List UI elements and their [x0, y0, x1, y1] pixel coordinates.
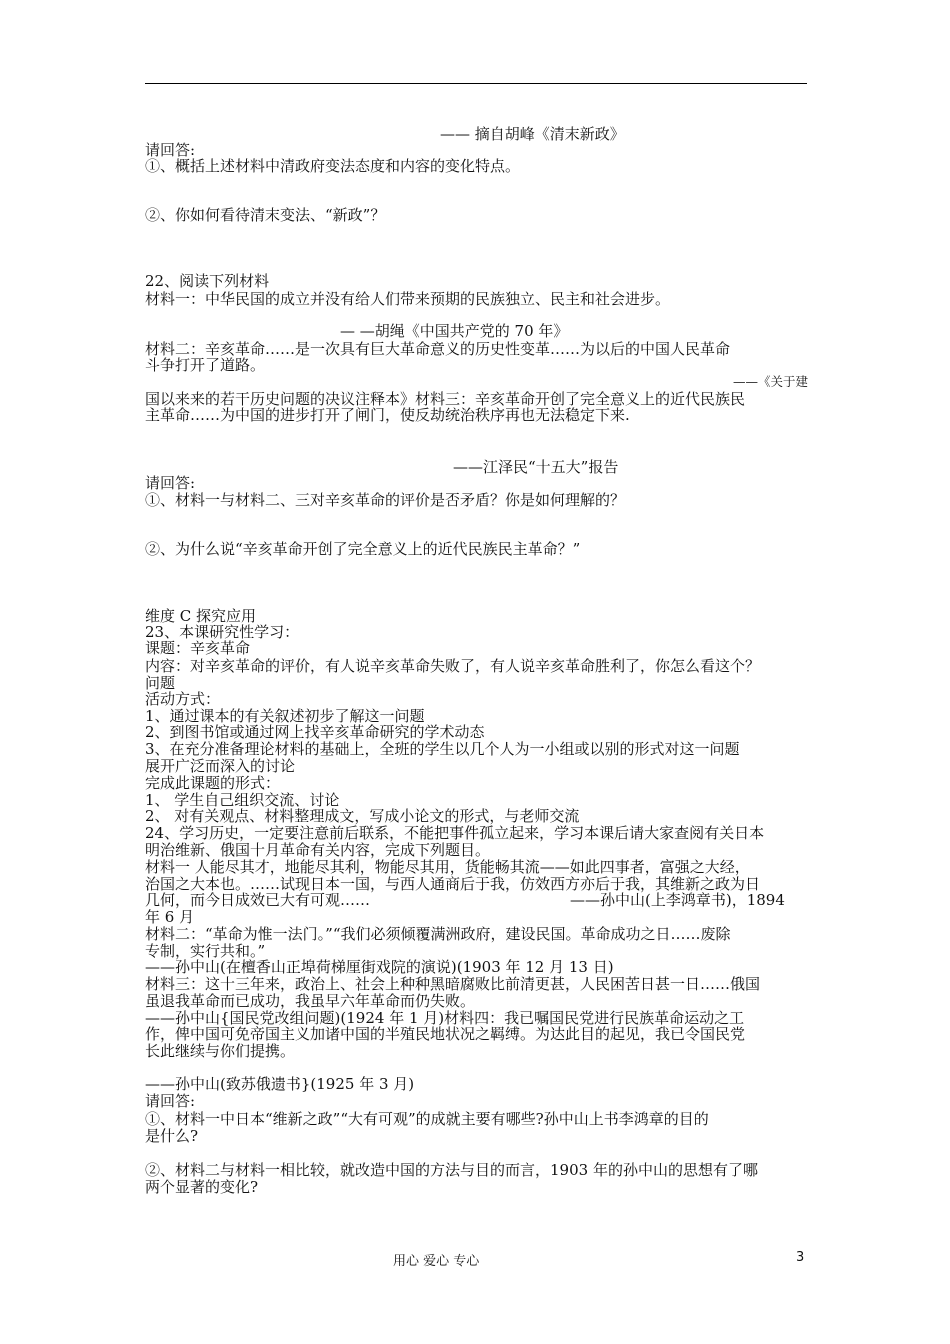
- prompt-label: 请回答:: [145, 141, 196, 159]
- source-citation: ——孙中山(在檀香山正埠荷梯厘街戏院的演说)(1903 年 12 月 13 日): [145, 958, 614, 976]
- list-item: 2、 对有关观点、材料整理成文，写成小论文的形式，与老师交流: [145, 807, 580, 825]
- source-citation: — —胡绳《中国共产党的 70 年》: [340, 322, 569, 340]
- question-line: ①、材料一中日本“维新之政”“大有可观”的成就主要有哪些?孙中山上书李鸿章的目的: [145, 1110, 709, 1128]
- question-line: ①、概括上述材料中清政府变法态度和内容的变化特点。: [145, 157, 521, 175]
- text-line: 内容：对辛亥革命的评价，有人说辛亥革命失败了，有人说辛亥革命胜利了，你怎么看这个？: [145, 657, 761, 675]
- source-citation: ——孙中山(致苏俄遗书}(1925 年 3 月): [145, 1075, 415, 1093]
- list-item: 1、通过课本的有关叙述初步了解这一问题: [145, 707, 425, 725]
- question-line: 是什么?: [145, 1127, 199, 1145]
- question-line: ①、材料一与材料二、三对辛亥革命的评价是否矛盾？你是如何理解的？: [145, 491, 626, 509]
- list-item: 2、到图书馆或通过网上找辛亥革命研究的学术动态: [145, 723, 485, 741]
- source-citation: ——孙中山(上李鸿章书)，1894: [570, 891, 785, 909]
- material-line: 专制，实行共和。”: [145, 942, 266, 960]
- list-item: 3、在充分准备理论材料的基础上，全班的学生以几个人为一小组或以别的形式对这一问题: [145, 740, 740, 758]
- material-line: ——孙中山{国民党改组问题)(1924 年 1 月)材料四：我已嘱国民党进行民族革命运动之工: [145, 1009, 745, 1027]
- material-line: 材料二：“革命为惟一法门。”“我们必须倾覆满洲政府，建设民国。革命成功之日……废除: [145, 925, 731, 943]
- list-item: 展开广泛而深入的讨论: [145, 757, 296, 775]
- text-line: 完成此课题的形式：: [145, 774, 281, 792]
- page-number: 3: [796, 1250, 805, 1265]
- question-line: ②、为什么说“辛亥革命开创了完全意义上的近代民族民主革命？”: [145, 540, 581, 558]
- question-line: 两个显著的变化?: [145, 1178, 259, 1196]
- footer-motto: 用心 爱心 专心: [393, 1254, 480, 1269]
- section-heading: 23、本课研究性学习：: [145, 623, 300, 641]
- section-heading: 22、阅读下列材料: [145, 272, 270, 290]
- material-line: 斗争打开了道路。: [145, 356, 266, 374]
- material-line: 材料一 人能尽其才，地能尽其利，物能尽其用，货能畅其流——如此四事者，富强之大经，: [145, 858, 750, 876]
- material-line: 作，俾中国可免帝国主义加诸中国的半殖民地状况之羁缚。为达此目的起见，我已令国民党: [145, 1025, 746, 1043]
- list-item: 1、 学生自己组织交流、讨论: [145, 791, 340, 809]
- source-citation: ——江泽民“十五大”报告: [453, 458, 619, 476]
- source-citation: ——《关于建: [733, 374, 809, 389]
- material-line: 国以来来的若干历史问题的决议注释本》材料三：辛亥革命开创了完全意义上的近代民族民: [145, 390, 746, 408]
- material-line: 治国之大本也。……试现日本一国，与西人通商后于我，仿效西方亦后于我，其维新之政为日: [145, 875, 761, 893]
- prompt-label: 请回答:: [145, 1092, 196, 1110]
- question-line: ②、材料二与材料一相比较，就改造中国的方法与目的而言，1903 年的孙中山的思想有了哪: [145, 1161, 758, 1179]
- text-line: 活动方式：: [145, 690, 221, 708]
- material-line: 材料二：辛亥革命……是一次具有巨大革命意义的历史性变革……为以后的中国人民革命: [145, 340, 731, 358]
- section-heading: 维度 C 探究应用: [145, 607, 257, 625]
- material-line: 虽退我革命而已成功，我虽早六年革命而仍失败。: [145, 992, 476, 1010]
- text-line: 明治维新、俄国十月革命有关内容，完成下列题目。: [145, 841, 491, 859]
- prompt-label: 请回答:: [145, 474, 196, 492]
- material-line: 几何，而今日成效已大有可观……: [145, 891, 371, 909]
- header-rule: [145, 83, 807, 84]
- question-line: ②、你如何看待清末变法、“新政”？: [145, 206, 386, 224]
- section-heading: 24、学习历史，一定要注意前后联系，不能把事件孤立起来，学习本课后请大家查阅有关日本: [145, 824, 765, 842]
- text-line: 课题：辛亥革命: [145, 639, 251, 657]
- source-citation: 年 6 月: [145, 908, 195, 926]
- material-line: 长此继续与你们提携。: [145, 1042, 296, 1060]
- material-line: 主革命……为中国的进步打开了闸门，使反劫统治秩序再也无法稳定下来.: [145, 406, 630, 424]
- text-line: 问题: [145, 674, 176, 692]
- material-line: 材料一：中华民国的成立并没有给人们带来预期的民族独立、民主和社会进步。: [145, 290, 671, 308]
- material-line: 材料三：这十三年来，政治上、社会上种种黑暗腐败比前清更甚，人民困苦日甚一日……俄国: [145, 975, 761, 993]
- source-citation: —— 摘自胡峰《清末新政》: [440, 125, 625, 143]
